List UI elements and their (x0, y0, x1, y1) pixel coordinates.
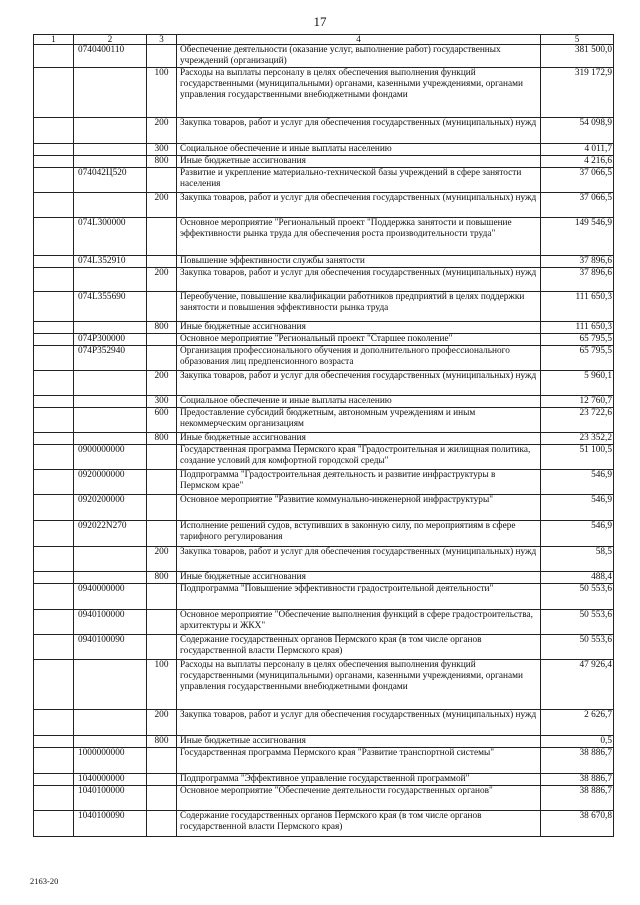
budget-table (33, 34, 614, 837)
table-row (34, 45, 614, 68)
expense-name: Иные бюджетные ассигнования (177, 322, 541, 334)
expense-name: Развитие и укрепление материально-технической базы учреждений в сфере занятости населения (177, 168, 541, 193)
expense-name: Исполнение решений судов, вступивших в законную силу, по мероприятиям в сфере тарифного регулирования (177, 521, 541, 547)
amount-value: 38 886,7 (541, 774, 614, 786)
page-number: 17 (313, 14, 327, 29)
expense-type-code: 200 (147, 193, 177, 218)
expense-name: Подпрограмма "Градостроительная деятельность и развитие инфраструктуры в Пермском крае" (177, 470, 541, 495)
amount-value: 4 011,7 (541, 144, 614, 156)
column-header-1: 1 (34, 35, 74, 45)
row-number-cell (34, 547, 74, 572)
expense-name: Иные бюджетные ассигнования (177, 572, 541, 584)
amount-value: 50 553,6 (541, 584, 614, 610)
amount-value: 5 960,1 (541, 371, 614, 396)
expense-type-code (147, 521, 177, 547)
amount-value: 65 795,5 (541, 334, 614, 346)
target-article-code (74, 572, 147, 584)
row-number-cell (34, 346, 74, 371)
table-row (34, 710, 614, 736)
target-article-code (74, 736, 147, 748)
table-body (34, 45, 614, 837)
table-row (34, 68, 614, 118)
expense-name: Закупка товаров, работ и услуг для обеспечения государственных (муниципальных) нужд (177, 371, 541, 396)
row-number-cell (34, 521, 74, 547)
expense-type-code: 200 (147, 118, 177, 144)
row-number-cell (34, 572, 74, 584)
expense-name: Содержание государственных органов Пермского края (в том числе органов государственной власти Пермского края) (177, 635, 541, 660)
row-number-cell (34, 635, 74, 660)
target-article-code (74, 118, 147, 144)
target-article-code: 0940100000 (74, 610, 147, 635)
target-article-code: 0920200000 (74, 495, 147, 521)
table-row (34, 144, 614, 156)
row-number-cell (34, 811, 74, 837)
expense-type-code: 800 (147, 322, 177, 334)
target-article-code: 074L300000 (74, 218, 147, 256)
table-row (34, 193, 614, 218)
expense-type-code: 800 (147, 572, 177, 584)
expense-type-code: 800 (147, 736, 177, 748)
expense-type-code (147, 495, 177, 521)
target-article-code (74, 547, 147, 572)
table-row (34, 168, 614, 193)
row-number-cell (34, 334, 74, 346)
target-article-code: 074P300000 (74, 334, 147, 346)
amount-value: 111 650,3 (541, 292, 614, 322)
expense-type-code: 600 (147, 408, 177, 433)
expense-name: Социальное обеспечение и иные выплаты населению (177, 396, 541, 408)
row-number-cell (34, 268, 74, 292)
row-number-cell (34, 470, 74, 495)
table-row (34, 610, 614, 635)
table-row (34, 371, 614, 396)
row-number-cell (34, 218, 74, 256)
expense-name: Организация профессионального обучения и дополнительного профессионального образования лиц предпенсионного возраста (177, 346, 541, 371)
amount-value: 0,5 (541, 736, 614, 748)
target-article-code: 074L355690 (74, 292, 147, 322)
expense-type-code: 200 (147, 547, 177, 572)
row-number-cell (34, 168, 74, 193)
table-row (34, 748, 614, 774)
row-number-cell (34, 660, 74, 710)
table-row (34, 572, 614, 584)
target-article-code (74, 144, 147, 156)
expense-type-code (147, 218, 177, 256)
table-row (34, 635, 614, 660)
expense-name: Государственная программа Пермского края "Градостроительная и жилищная политика, создание условий для комфортной городской среды" (177, 445, 541, 470)
expense-type-code (147, 470, 177, 495)
expense-name: Обеспечение деятельности (оказание услуг, выполнение работ) государственных учреждений (организаций) (177, 45, 541, 68)
row-number-cell (34, 710, 74, 736)
expense-type-code (147, 610, 177, 635)
target-article-code: 0940000000 (74, 584, 147, 610)
row-number-cell (34, 292, 74, 322)
table-row (34, 433, 614, 445)
target-article-code: 1040100090 (74, 811, 147, 837)
row-number-cell (34, 118, 74, 144)
amount-value: 2 626,7 (541, 710, 614, 736)
expense-type-code (147, 292, 177, 322)
expense-name: Закупка товаров, работ и услуг для обеспечения государственных (муниципальных) нужд (177, 547, 541, 572)
row-number-cell (34, 736, 74, 748)
expense-type-code (147, 635, 177, 660)
expense-type-code (147, 445, 177, 470)
amount-value: 23 722,6 (541, 408, 614, 433)
expense-name: Иные бюджетные ассигнования (177, 736, 541, 748)
expense-type-code: 800 (147, 433, 177, 445)
amount-value: 47 926,4 (541, 660, 614, 710)
document-footer-code: 2163-20 (30, 876, 59, 886)
row-number-cell (34, 774, 74, 786)
row-number-cell (34, 371, 74, 396)
expense-name: Иные бюджетные ассигнования (177, 156, 541, 168)
row-number-cell (34, 495, 74, 521)
target-article-code: 1040000000 (74, 774, 147, 786)
table-row (34, 736, 614, 748)
expense-name: Иные бюджетные ассигнования (177, 433, 541, 445)
expense-type-code: 100 (147, 68, 177, 118)
table-row (34, 547, 614, 572)
amount-value: 546,9 (541, 495, 614, 521)
expense-type-code (147, 256, 177, 268)
amount-value: 37 066,5 (541, 168, 614, 193)
amount-value: 488,4 (541, 572, 614, 584)
expense-type-code: 800 (147, 156, 177, 168)
expense-name: Закупка товаров, работ и услуг для обеспечения государственных (муниципальных) нужд (177, 118, 541, 144)
expense-name: Закупка товаров, работ и услуг для обеспечения государственных (муниципальных) нужд (177, 710, 541, 736)
target-article-code: 092022N270 (74, 521, 147, 547)
table-row (34, 268, 614, 292)
target-article-code (74, 371, 147, 396)
target-article-code (74, 660, 147, 710)
expense-type-code: 200 (147, 371, 177, 396)
target-article-code: 074L352910 (74, 256, 147, 268)
table-row (34, 346, 614, 371)
amount-value: 546,9 (541, 521, 614, 547)
row-number-cell (34, 445, 74, 470)
expense-name: Расходы на выплаты персоналу в целях обеспечения выполнения функций государственными (муниципальными) органами, казенными учреждениями, органами управления государственными внебюджетными фондами (177, 68, 541, 118)
amount-value: 65 795,5 (541, 346, 614, 371)
expense-type-code (147, 584, 177, 610)
amount-value: 149 546,9 (541, 218, 614, 256)
expense-name: Переобучение, повышение квалификации работников предприятий в целях поддержки занятости и повышения эффективности рынка труда (177, 292, 541, 322)
target-article-code (74, 396, 147, 408)
amount-value: 111 650,3 (541, 322, 614, 334)
expense-name: Подпрограмма "Повышение эффективности градостроительной деятельности" (177, 584, 541, 610)
expense-name: Основное мероприятие "Обеспечение деятельности государственных органов" (177, 786, 541, 811)
amount-value: 58,5 (541, 547, 614, 572)
table-header-row (34, 35, 614, 45)
expense-name: Расходы на выплаты персоналу в целях обеспечения выполнения функций государственными (муниципальными) органами, казенными учреждениями, органами управления государственными внебюджетными фондами (177, 660, 541, 710)
row-number-cell (34, 584, 74, 610)
amount-value: 38 670,8 (541, 811, 614, 837)
target-article-code (74, 68, 147, 118)
row-number-cell (34, 408, 74, 433)
target-article-code (74, 268, 147, 292)
expense-type-code (147, 748, 177, 774)
table-row (34, 445, 614, 470)
expense-name: Государственная программа Пермского края "Развитие транспортной системы" (177, 748, 541, 774)
row-number-cell (34, 193, 74, 218)
column-header-3: 3 (147, 35, 177, 45)
budget-table-container (33, 34, 613, 837)
target-article-code: 074P352940 (74, 346, 147, 371)
expense-name: Социальное обеспечение и иные выплаты населению (177, 144, 541, 156)
expense-type-code (147, 168, 177, 193)
row-number-cell (34, 156, 74, 168)
target-article-code (74, 156, 147, 168)
table-row (34, 156, 614, 168)
target-article-code: 1000000000 (74, 748, 147, 774)
table-row (34, 470, 614, 495)
row-number-cell (34, 256, 74, 268)
table-row (34, 660, 614, 710)
row-number-cell (34, 68, 74, 118)
row-number-cell (34, 396, 74, 408)
amount-value: 37 066,5 (541, 193, 614, 218)
expense-type-code: 100 (147, 660, 177, 710)
table-row (34, 408, 614, 433)
row-number-cell (34, 748, 74, 774)
target-article-code: 0940100090 (74, 635, 147, 660)
table-row (34, 256, 614, 268)
amount-value: 51 100,5 (541, 445, 614, 470)
column-header-2: 2 (74, 35, 147, 45)
expense-name: Основное мероприятие "Обеспечение выполнения функций в сфере градостроительства, архитектуры и ЖКХ" (177, 610, 541, 635)
amount-value: 12 760,7 (541, 396, 614, 408)
expense-name: Содержание государственных органов Пермского края (в том числе органов государственной власти Пермского края) (177, 811, 541, 837)
expense-type-code (147, 45, 177, 68)
expense-name: Основное мероприятие "Развитие коммунально-инженерной инфраструктуры" (177, 495, 541, 521)
column-header-5: 5 (541, 35, 614, 45)
target-article-code (74, 408, 147, 433)
amount-value: 37 896,6 (541, 256, 614, 268)
table-row (34, 396, 614, 408)
target-article-code (74, 322, 147, 334)
table-row (34, 811, 614, 837)
amount-value: 4 216,6 (541, 156, 614, 168)
target-article-code: 1040100000 (74, 786, 147, 811)
expense-type-code (147, 774, 177, 786)
expense-type-code: 300 (147, 396, 177, 408)
expense-name: Закупка товаров, работ и услуг для обеспечения государственных (муниципальных) нужд (177, 193, 541, 218)
target-article-code: 0900000000 (74, 445, 147, 470)
row-number-cell (34, 433, 74, 445)
target-article-code: 0920000000 (74, 470, 147, 495)
expense-type-code: 300 (147, 144, 177, 156)
table-row (34, 334, 614, 346)
amount-value: 381 500,0 (541, 45, 614, 68)
amount-value: 54 098,9 (541, 118, 614, 144)
expense-type-code (147, 811, 177, 837)
table-row (34, 322, 614, 334)
amount-value: 38 886,7 (541, 748, 614, 774)
expense-type-code: 200 (147, 710, 177, 736)
expense-type-code: 200 (147, 268, 177, 292)
expense-type-code (147, 786, 177, 811)
column-header-4: 4 (177, 35, 541, 45)
expense-name: Основное мероприятие "Региональный проект "Старшее поколение" (177, 334, 541, 346)
table-row (34, 774, 614, 786)
expense-name: Предоставление субсидий бюджетным, автономным учреждениям и иным некоммерческим организациям (177, 408, 541, 433)
amount-value: 50 553,6 (541, 610, 614, 635)
amount-value: 23 352,2 (541, 433, 614, 445)
table-row (34, 584, 614, 610)
amount-value: 38 886,7 (541, 786, 614, 811)
expense-name: Подпрограмма "Эффективное управление государственной программой" (177, 774, 541, 786)
row-number-cell (34, 610, 74, 635)
table-row (34, 521, 614, 547)
target-article-code (74, 193, 147, 218)
expense-name: Основное мероприятие "Региональный проект "Поддержка занятости и повышение эффективности рынка труда для обеспечения роста производительности труда" (177, 218, 541, 256)
row-number-cell (34, 144, 74, 156)
target-article-code (74, 433, 147, 445)
expense-type-code (147, 334, 177, 346)
amount-value: 546,9 (541, 470, 614, 495)
target-article-code: 074042Ц520 (74, 168, 147, 193)
target-article-code: 0740400110 (74, 45, 147, 68)
table-row (34, 118, 614, 144)
table-row (34, 786, 614, 811)
amount-value: 319 172,9 (541, 68, 614, 118)
row-number-cell (34, 45, 74, 68)
table-row (34, 495, 614, 521)
amount-value: 50 553,6 (541, 635, 614, 660)
row-number-cell (34, 322, 74, 334)
expense-type-code (147, 346, 177, 371)
expense-name: Повышение эффективности службы занятости (177, 256, 541, 268)
table-row (34, 292, 614, 322)
row-number-cell (34, 786, 74, 811)
table-row (34, 218, 614, 256)
amount-value: 37 896,6 (541, 268, 614, 292)
expense-name: Закупка товаров, работ и услуг для обеспечения государственных (муниципальных) нужд (177, 268, 541, 292)
target-article-code (74, 710, 147, 736)
